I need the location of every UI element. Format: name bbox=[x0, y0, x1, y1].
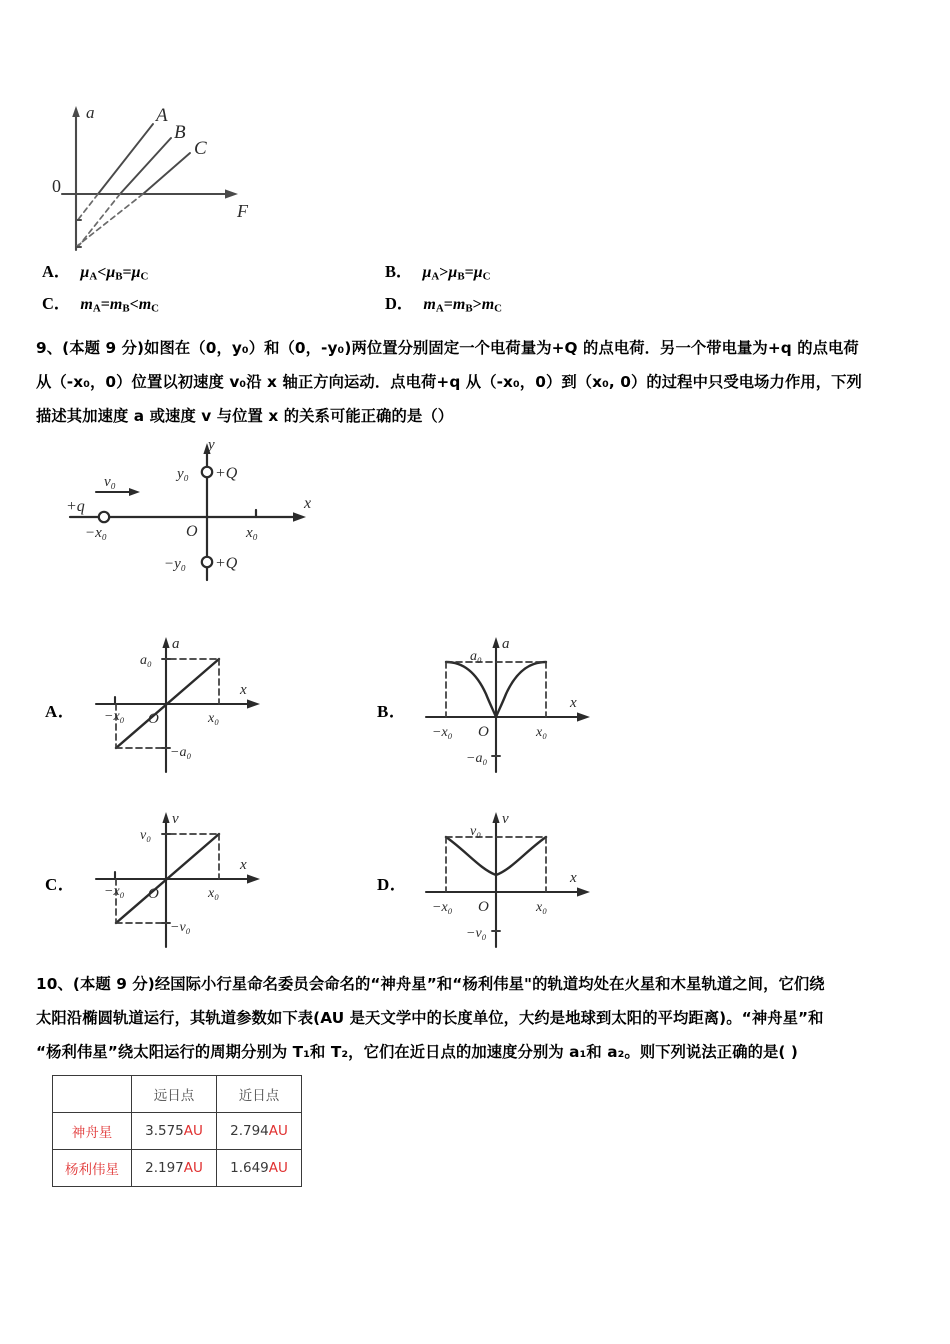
table-unit-aphelion-1: AU bbox=[183, 1160, 203, 1176]
q8-option-C-expr: $m_A=m_B<m_C$ bbox=[80, 296, 160, 315]
q9-left-position-label: −x₀ bbox=[85, 525, 107, 541]
q9-choice-B-origin: O bbox=[478, 724, 489, 740]
q9-choice-C-y-label: v bbox=[172, 811, 179, 827]
q9-choice-C-x-label: x bbox=[240, 857, 247, 873]
q10-stem-line-1: 10、(本题 9 分)经国际小行星命名委员会命名的“神舟星”和“杨利伟星"的轨道均处在火星和木星轨道之间，它们绕 bbox=[36, 975, 825, 993]
q8-option-D-letter: D． bbox=[385, 294, 414, 313]
q9-choice-A-origin: O bbox=[148, 711, 159, 727]
q9-stem-line-3: 描述其加速度 a 或速度 v 与位置 x 的关系可能正确的是（） bbox=[36, 407, 454, 425]
q9-choice-B-graph[interactable] bbox=[418, 632, 608, 777]
table-cell-aphelion-1: 2.197 bbox=[145, 1160, 184, 1176]
q9-stem-line-1: 9、(本题 9 分)如图在（0，y₀）和（0，-y₀)两位置分别固定一个电荷量为+Q 的点电荷．另一个带电量为+q 的点电荷 bbox=[36, 339, 859, 357]
q8-option-B[interactable] bbox=[385, 258, 490, 283]
q9-right-position-label: x₀ bbox=[246, 525, 258, 541]
charge-top-plus-Q bbox=[202, 467, 212, 477]
q8-line-label-A: A bbox=[156, 105, 168, 126]
q9-choice-B-xpos: x₀ bbox=[536, 725, 548, 740]
table-header-aphelion: 远日点 bbox=[153, 1088, 195, 1104]
q8-option-D[interactable] bbox=[385, 290, 502, 315]
q9-origin-label: O bbox=[186, 523, 198, 540]
q9-choice-B-x-label: x bbox=[570, 695, 577, 711]
q9-choice-D-ypos: v₀ bbox=[470, 824, 482, 839]
q10-stem-line-2: 太阳沿椭圆轨道运行，其轨道参数如下表(AU 是天文学中的长度单位，大约是地球到太阳的平均距离)。“神舟星”和 bbox=[36, 1009, 824, 1027]
table-corner-cell bbox=[53, 1076, 132, 1113]
q8-origin-label: 0 bbox=[52, 176, 61, 196]
table-row-name-0: 神舟星 bbox=[71, 1125, 113, 1141]
table-row-name-1: 杨利伟星 bbox=[65, 1162, 119, 1178]
q9-choice-D-xneg: −x₀ bbox=[432, 900, 453, 915]
table-cell-perihelion-1: 1.649 bbox=[230, 1160, 269, 1176]
table-row bbox=[53, 1113, 302, 1150]
q9-choice-A-xpos: x₀ bbox=[208, 711, 220, 726]
q9-top-charge-position: y₀ bbox=[177, 466, 189, 482]
q9-choice-B-yneg: −a₀ bbox=[466, 751, 488, 766]
q9-choice-D-letter: D． bbox=[377, 875, 408, 894]
q9-choice-C-origin: O bbox=[148, 886, 159, 902]
q9-choice-A-graph[interactable] bbox=[88, 632, 278, 777]
q9-charge-setup-figure bbox=[60, 440, 330, 585]
q9-choice-D-y-label: v bbox=[502, 811, 509, 827]
q9-choice-C-xneg: −x₀ bbox=[104, 884, 125, 899]
q9-choice-C-letter: C． bbox=[45, 875, 76, 894]
q9-choice-B-y-label: a bbox=[502, 636, 510, 652]
q8-option-B-letter: B． bbox=[385, 262, 413, 281]
q9-choice-A-ypos: a₀ bbox=[140, 653, 152, 668]
charge-moving-plus-q bbox=[99, 512, 109, 522]
q9-choice-A-xneg: −x₀ bbox=[104, 709, 125, 724]
q9-bottom-charge-position: −y₀ bbox=[164, 556, 186, 572]
orbit-parameters-table bbox=[52, 1075, 302, 1187]
q9-choice-A-x-label: x bbox=[240, 682, 247, 698]
q9-choice-D-yneg: −v₀ bbox=[466, 926, 487, 941]
q9-choice-D-xpos: x₀ bbox=[536, 900, 548, 915]
q8-y-axis-label: a bbox=[86, 103, 95, 122]
q8-option-A-letter: A． bbox=[42, 262, 71, 281]
q10-stem-line-3: “杨利伟星”绕太阳运行的周期分别为 T₁和 T₂，它们在近日点的加速度分别为 a₁和 a₂。则下列说法正确的是( ) bbox=[36, 1043, 799, 1061]
q9-choice-A-y-label: a bbox=[172, 636, 180, 652]
q8-option-C-letter: C． bbox=[42, 294, 71, 313]
q8-option-A[interactable] bbox=[42, 258, 148, 283]
table-unit-perihelion-1: AU bbox=[268, 1160, 288, 1176]
q8-x-axis-label: F bbox=[237, 201, 248, 221]
table-header-row bbox=[53, 1076, 302, 1113]
table-cell-perihelion-0: 2.794 bbox=[230, 1123, 269, 1139]
q9-x-axis-label: x bbox=[304, 495, 312, 512]
q9-choice-D-origin: O bbox=[478, 899, 489, 915]
q9-choice-C-yneg: −v₀ bbox=[170, 920, 191, 935]
q9-choice-D-graph[interactable] bbox=[418, 807, 608, 952]
q9-y-axis-label: y bbox=[208, 440, 215, 453]
table-cell-aphelion-0: 3.575 bbox=[145, 1123, 184, 1139]
q8-option-D-expr: $m_A=m_B>m_C$ bbox=[423, 296, 503, 315]
q9-choice-C-xpos: x₀ bbox=[208, 886, 220, 901]
charge-bottom-plus-Q bbox=[202, 557, 212, 567]
q9-velocity-label: v₀ bbox=[104, 474, 116, 490]
table-unit-perihelion-0: AU bbox=[268, 1123, 288, 1139]
q9-choice-B-letter: B． bbox=[377, 702, 407, 721]
table-header-perihelion: 近日点 bbox=[238, 1088, 280, 1104]
q9-top-charge-label: +Q bbox=[215, 465, 238, 482]
q8-option-B-expr: $\mu_A>\mu_B=\mu_C$ bbox=[422, 264, 491, 283]
q8-option-A-expr: $\mu_A<\mu_B=\mu_C$ bbox=[80, 264, 149, 283]
q9-choice-A-letter: A． bbox=[45, 702, 76, 721]
q9-moving-charge-label: +q bbox=[66, 498, 85, 515]
q8-a-F-figure bbox=[52, 96, 302, 256]
q9-choice-C-graph[interactable] bbox=[88, 807, 278, 952]
q8-line-label-C: C bbox=[194, 138, 207, 159]
table-row bbox=[53, 1150, 302, 1187]
q8-line-label-B: B bbox=[174, 122, 186, 143]
q9-choice-C-ypos: v₀ bbox=[140, 828, 152, 843]
q9-choice-D-x-label: x bbox=[570, 870, 577, 886]
q9-stem-line-2: 从（-x₀，0）位置以初速度 v₀沿 x 轴正方向运动．点电荷+q 从（-x₀，0）到（x₀, 0）的过程中只受电场力作用，下列 bbox=[36, 373, 862, 391]
q9-bottom-charge-label: +Q bbox=[215, 555, 238, 572]
table-unit-aphelion-0: AU bbox=[183, 1123, 203, 1139]
q9-choice-A-yneg: −a₀ bbox=[170, 745, 192, 760]
q9-choice-B-ypos: a₀ bbox=[470, 649, 482, 664]
q9-choice-B-xneg: −x₀ bbox=[432, 725, 453, 740]
q8-option-C[interactable] bbox=[42, 290, 159, 315]
